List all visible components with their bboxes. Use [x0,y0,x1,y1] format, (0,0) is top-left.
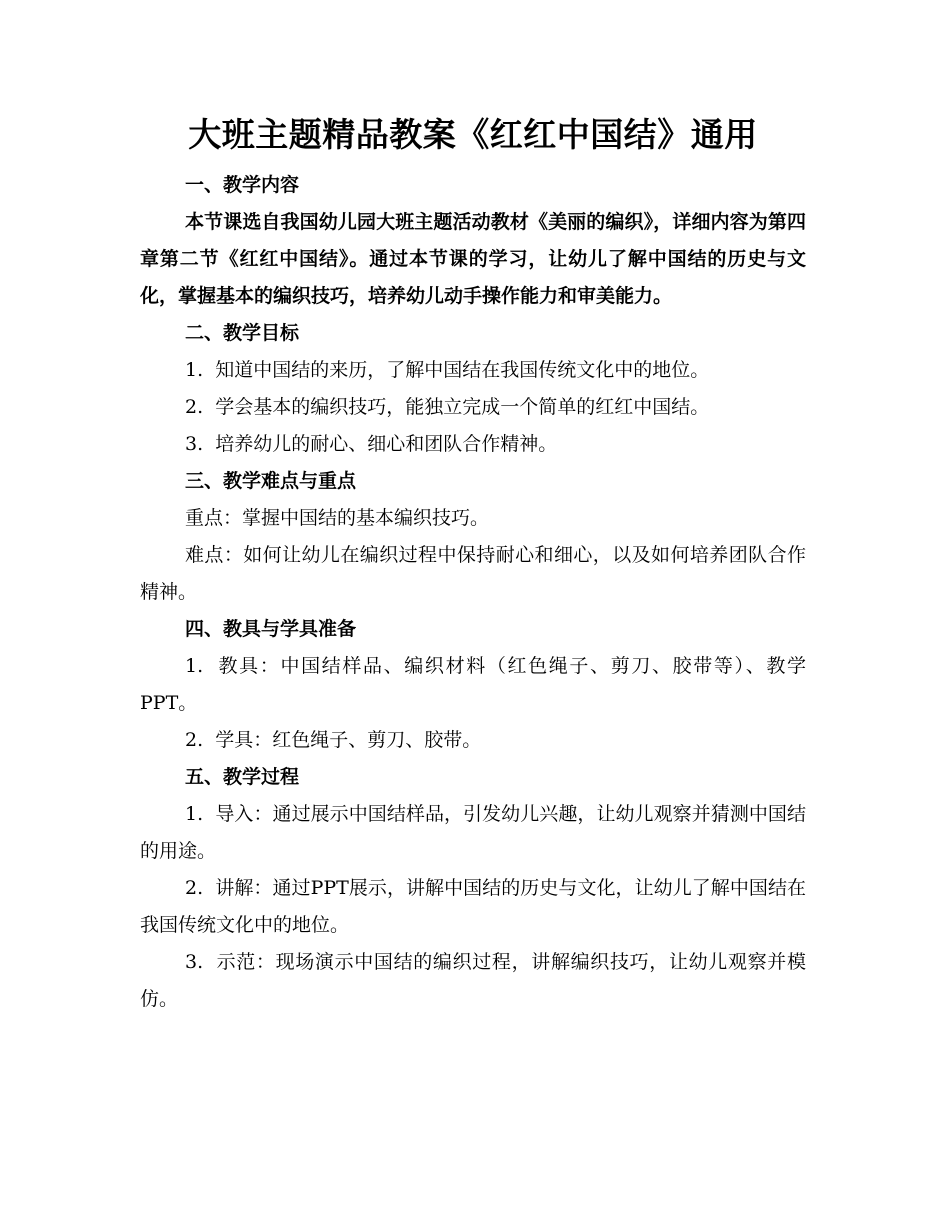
item-number: 1. [185,359,204,381]
item-number: 2. [185,729,204,751]
item-number: 3. [185,951,204,973]
item-number: 1. [185,655,204,677]
item-text: 学会基本的编织技巧，能独立完成一个简单的红红中国结。 [215,396,710,418]
objective-item [140,389,806,426]
section-heading-process: 五、教学过程 [185,766,300,788]
process-item [140,944,806,1018]
document-title: 大班主题精品教案《红红中国结》通用 [188,115,758,154]
item-text: 讲解：通过PPT展示，讲解中国结的历史与文化，让幼儿了解中国结在我国传统文化中的地位。 [140,877,806,936]
materials-item [140,648,806,722]
item-number: 2. [185,877,204,899]
difficult-point-paragraph: 难点：如何让幼儿在编织过程中保持耐心和细心，以及如何培养团队合作精神。 [140,544,806,603]
item-text: 教具：中国结样品、编织材料（红色绳子、剪刀、胶带等）、教学PPT。 [140,655,806,714]
objective-item [140,426,806,463]
materials-item [140,722,806,759]
item-number: 1. [185,803,204,825]
item-text: 导入：通过展示中国结样品，引发幼儿兴趣，让幼儿观察并猜测中国结的用途。 [140,803,806,862]
item-number: 3. [185,433,204,455]
item-text: 示范：现场演示中国结的编织过程，讲解编织技巧，让幼儿观察并模仿。 [140,951,806,1010]
key-point-paragraph: 重点：掌握中国结的基本编织技巧。 [185,507,490,529]
section-heading-content: 一、教学内容 [185,174,300,196]
section-heading-key-points: 三、教学难点与重点 [185,470,357,492]
item-text: 知道中国结的来历，了解中国结在我国传统文化中的地位。 [215,359,710,381]
item-text: 培养幼儿的耐心、细心和团队合作精神。 [215,433,558,455]
process-item [140,796,806,870]
section-heading-materials: 四、教具与学具准备 [185,618,357,640]
section-heading-objectives: 二、教学目标 [185,322,300,344]
document-body [140,167,806,1018]
process-item [140,870,806,944]
item-text: 学具：红色绳子、剪刀、胶带。 [215,729,482,751]
objective-item [140,352,806,389]
item-number: 2. [185,396,204,418]
section-content-paragraph: 本节课选自我国幼儿园大班主题活动教材《美丽的编织》，详细内容为第四章第二节《红红中国结》。通过本节课的学习，让幼儿了解中国结的历史与文化，掌握基本的编织技巧，培养幼儿动手操作能力和审美能力。 [140,211,806,307]
